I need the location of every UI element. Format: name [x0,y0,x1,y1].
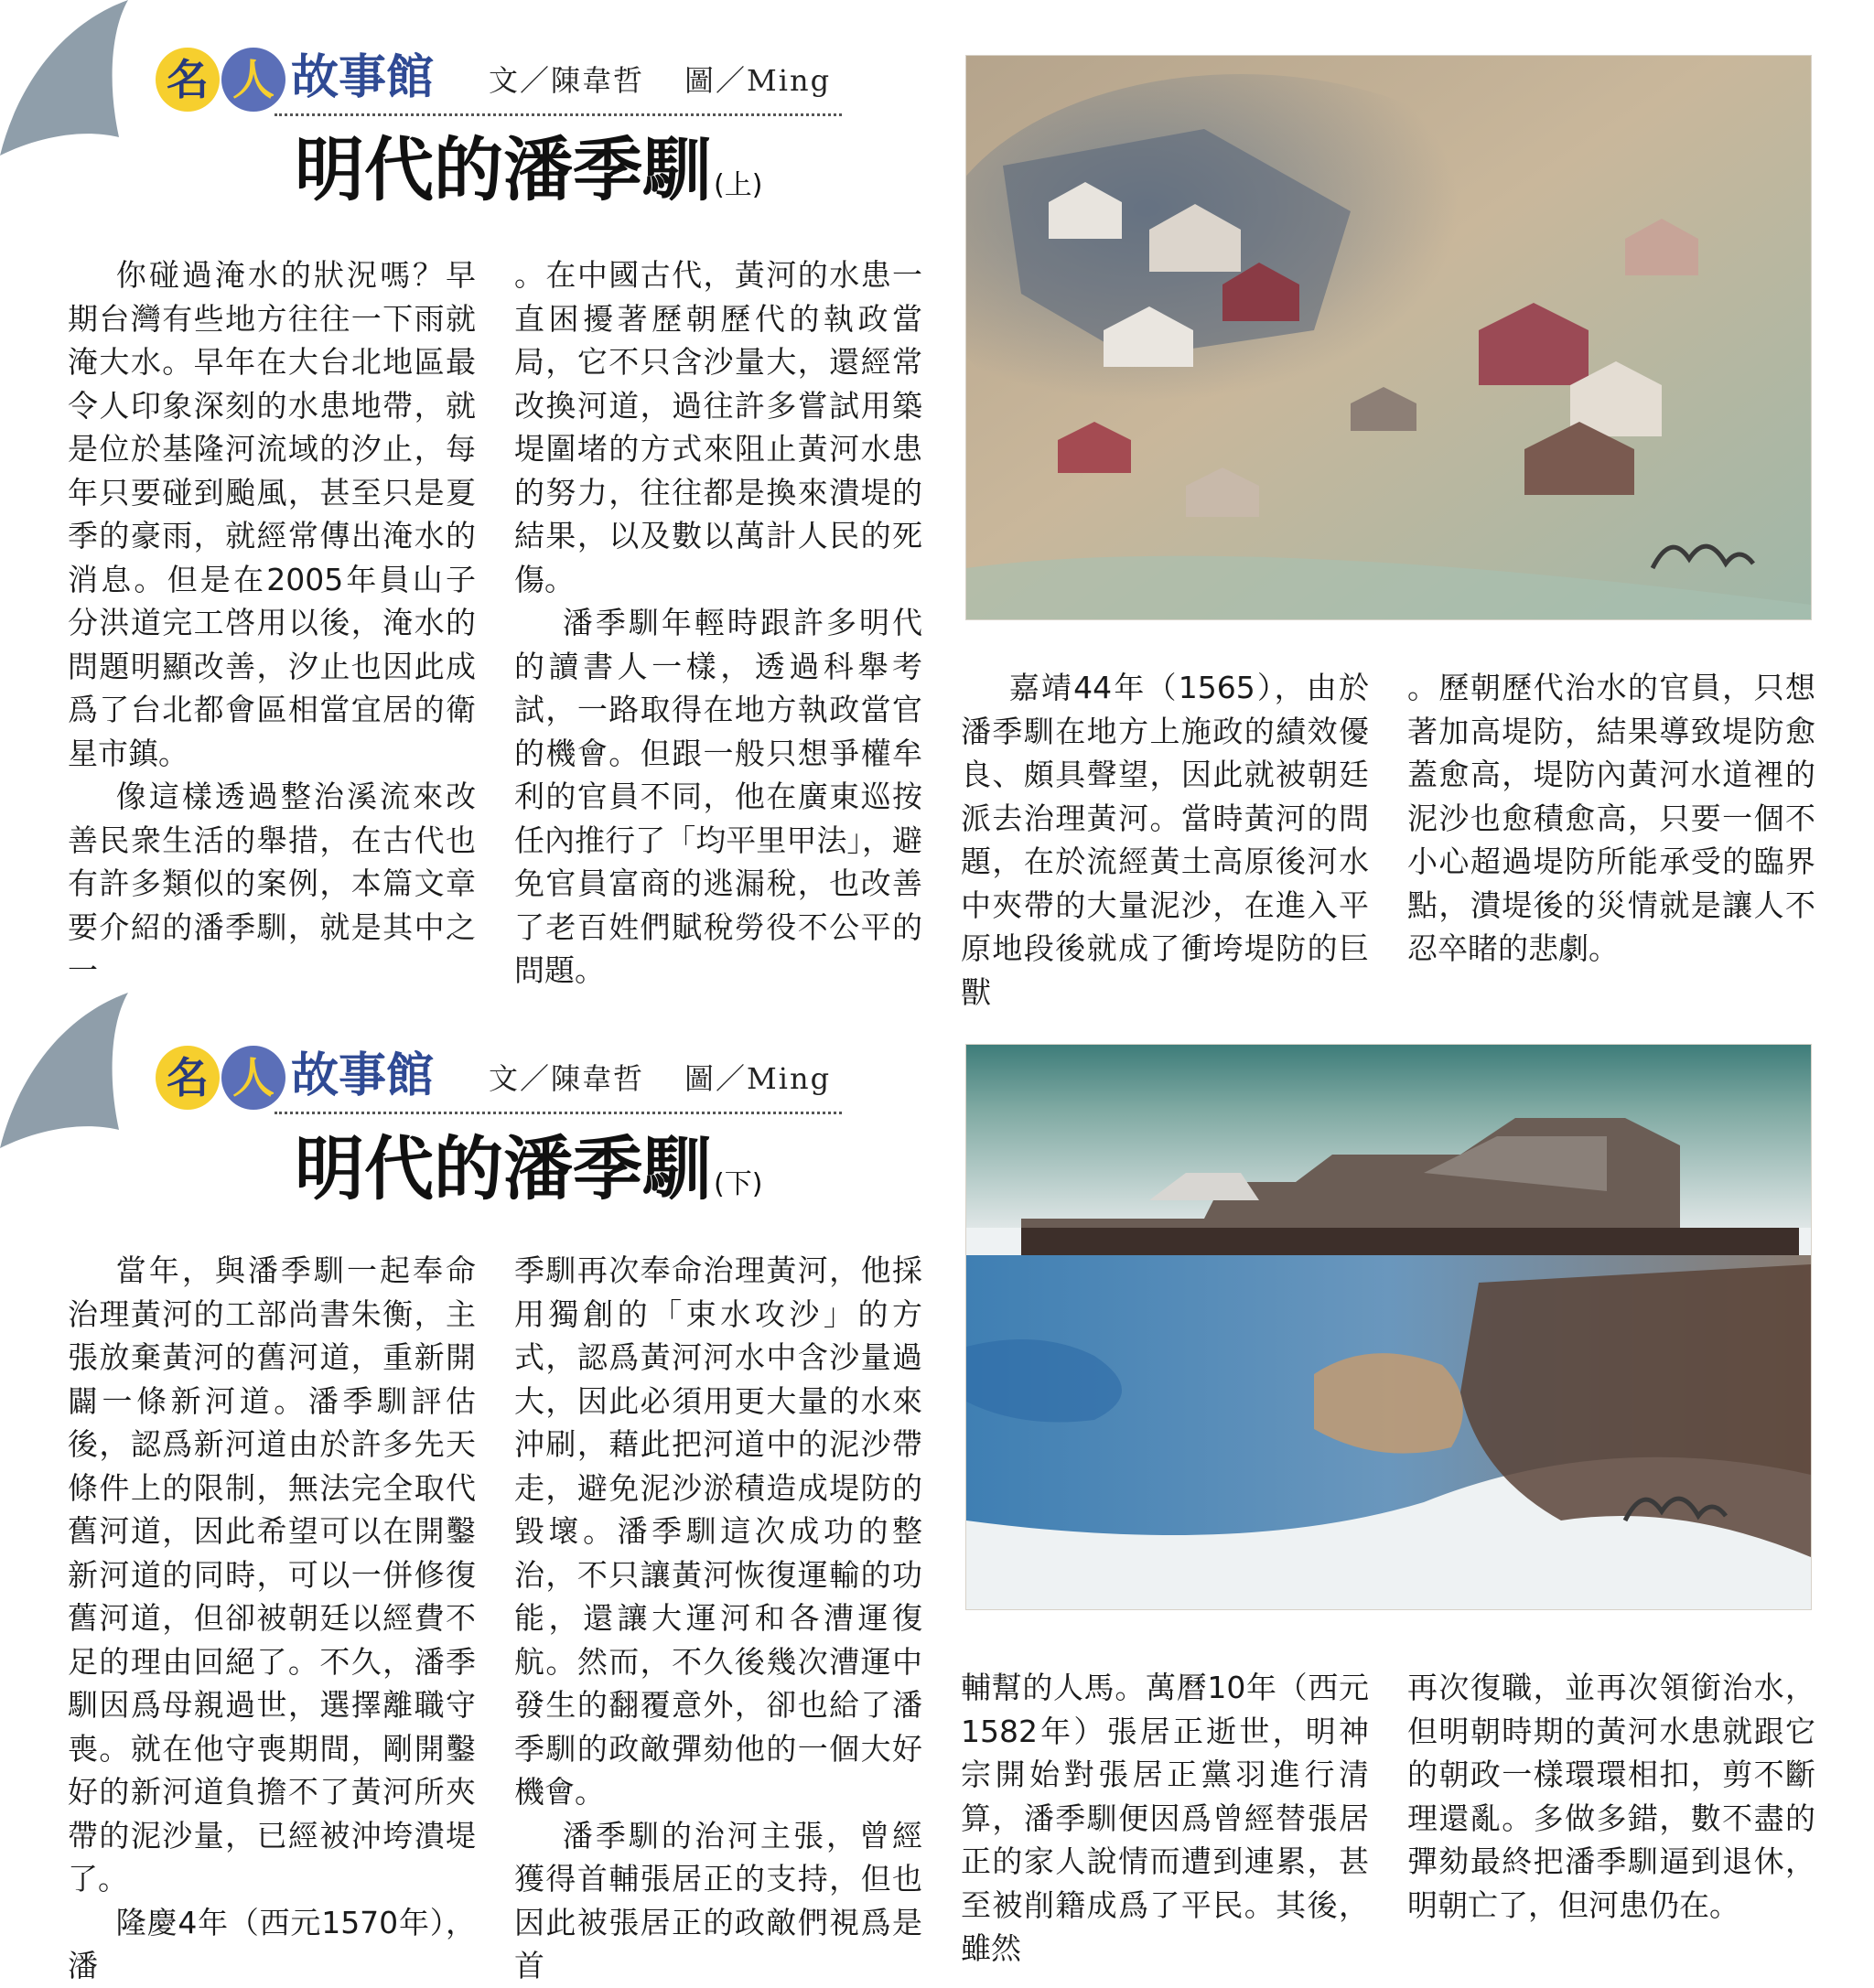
author-credit: 文／陳韋哲 [489,63,645,98]
flooded-village-watercolor-icon [966,56,1811,619]
article-title [295,129,763,210]
badge-char-1: 名 [156,48,220,112]
credits [489,63,871,98]
paragraph: 像這樣透過整治溪流來改善民衆生活的舉措，在古代也有許多類似的案例，本篇文章要介紹的潘季馴，就是其中之一 [68,779,476,988]
illustrator-credit: 圖／Ming [684,63,832,98]
column-name: 故事館 [291,1048,435,1103]
paragraph: 隆慶4年（西元1570年），潘 [68,1904,476,1983]
paragraph: 潘季馴的治河主張，曾經獲得首輔張居正的支持，但也因此被張居正的政敵們視爲是首 [514,1817,922,1983]
column-masthead [156,48,842,121]
text-column-4 [1407,1666,1815,1927]
part-label: (下) [714,1168,763,1200]
title-text: 明代的潘季馴 [295,1128,712,1209]
author-credit: 文／陳韋哲 [489,1061,645,1096]
badge-char-1: 名 [156,1046,220,1110]
riverside-buildings-painting [965,1044,1812,1610]
title-text: 明代的潘季馴 [295,129,712,210]
text-column-1 [68,1249,476,1988]
badge-char-2: 人 [221,48,285,112]
paragraph: 季馴再次奉命治理黃河，他採用獨創的「束水攻沙」的方式，認爲黃河河水中含沙量過大，因此必須用更大量的水來沖刷，藉此把河道中的泥沙帶走，避免泥沙淤積造成堤防的毀壞。潘季馴這次成功的整治，不只讓黃河恢復運輸的功能，還讓大運河和各漕運復航。然而，不久後幾次漕運中發生的翻覆意外，卻也給了潘季馴的政敵彈劾他的一個大好機會。 [514,1252,922,1810]
paragraph: 當年，與潘季馴一起奉命治理黃河的工部尚書朱衡，主張放棄黃河的舊河道，重新開闢一條新河道。潘季馴評估後，認爲新河道由於許多先天條件上的限制，無法完全取代舊河道，因此希望可以在開鑿新河道的同時，可以一併修復舊河道，但卻被朝廷以經費不足的理由回絕了。不久，潘季馴因爲母親過世，選擇離職守喪。就在他守喪期間，剛開鑿好的新河道負擔不了黃河所夾帶的泥沙量，已經被沖垮潰堤了。 [68,1252,476,1897]
paragraph: 再次復職，並再次領銜治水，但明朝時期的黃河水患就跟它的朝政一樣環環相扣，剪不斷理還亂。多做多錯，數不盡的彈劾最終把潘季馴逼到退休，明朝亡了，但河患仍在。 [1407,1670,1815,1923]
paragraph: 潘季馴年輕時跟許多明代的讀書人一樣，透過科舉考試，一路取得在地方執政當官的機會。但跟一般只想爭權牟利的官員不同，他在廣東巡按任內推行了「均平里甲法」，避免官員富商的逃漏稅，也改善了老百姓們賦稅勞役不公平的問題。 [514,605,922,988]
corner-wave-icon [0,993,137,1148]
dotted-divider [275,113,842,116]
article-part-2 [0,993,1874,1983]
paragraph: 。在中國古代，黃河的水患一直困擾著歷朝歷代的執政當局，它不只含沙量大，還經常改換河道，過往許多嘗試用築堤圍堵的方式來阻止黃河水患的努力，往往都是換來潰堤的結果，以及數以萬計人民的死傷。 [514,257,922,597]
part-label: (上) [714,169,763,201]
text-column-2 [514,253,922,993]
paragraph: 。歷朝歷代治水的官員，只想著加高堤防，結果導致堤防愈蓋愈高，堤防內黃河水道裡的泥沙也愈積愈高，只要一個不小心超過堤防所能承受的臨界點，潰堤後的災情就是讓人不忍卒睹的悲劇。 [1407,670,1815,966]
paragraph: 輔幫的人馬。萬曆10年（西元1582年）張居正逝世，明神宗開始對張居正黨羽進行清算，潘季馴便因爲曾經替張居正的家人說情而遭到連累，甚至被削籍成爲了平民。其後，雖然 [961,1670,1369,1966]
badge-char-2: 人 [221,1046,285,1110]
paragraph: 你碰過淹水的狀況嗎？早期台灣有些地方往往一下雨就淹大水。早年在大台北地區最令人印象深刻的水患地帶，就是位於基隆河流域的汐止，每年只要碰到颱風，甚至只是夏季的豪雨，就經常傳出淹水的消息。但是在2005年員山子分洪道完工啓用以後，淹水的問題明顯改善，汐止也因此成爲了台北都會區相當宜居的衛星市鎮。 [68,257,476,771]
text-column-1 [68,253,476,993]
article-title [295,1128,763,1209]
column-masthead [156,1046,842,1119]
text-column-3 [961,666,1369,1014]
credits [489,1061,871,1096]
riverside-buildings-watercolor-icon [966,1045,1811,1609]
text-column-2 [514,1249,922,1988]
flooded-village-painting [965,55,1812,620]
text-column-4 [1407,666,1815,971]
text-column-3 [961,1666,1369,1971]
corner-wave-icon [0,0,137,156]
paragraph: 嘉靖44年（1565），由於潘季馴在地方上施政的績效優良、頗具聲望，因此就被朝廷派去治理黃河。當時黃河的問題，在於流經黃土高原後河水中夾帶的大量泥沙，在進入平原地段後就成了衝垮堤防的巨獸 [961,670,1369,1010]
illustrator-credit: 圖／Ming [684,1061,832,1096]
column-name: 故事館 [291,50,435,105]
dotted-divider [275,1112,842,1114]
